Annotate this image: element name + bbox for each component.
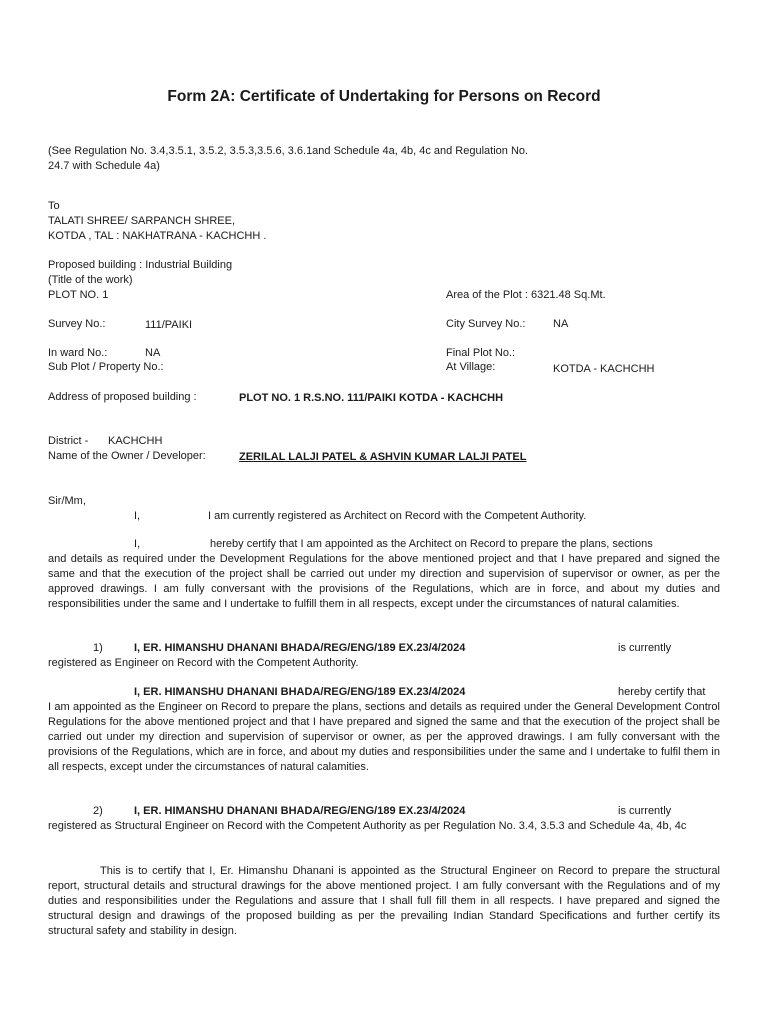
architect-i-2: I,	[134, 538, 141, 550]
address-value: PLOT NO. 1 R.S.NO. 111/PAIKI KOTDA - KACHCHH	[239, 392, 504, 404]
item-1-is-currently: is currently	[618, 642, 672, 654]
title-of-work: (Title of the work)	[48, 274, 133, 286]
owner-label: Name of the Owner / Developer:	[48, 450, 206, 462]
engineer-certify-paragraph: I am appointed as the Engineer on Record to prepare the plans, sections and details as required under the General Development Control Regulations for the above mentioned project and that I have prepared and signed the same and that the execution of the project shall be carried out under my direction and supervision of supervisor or owner, as per the approved drawings. I am fully conversant with the provisions of the Regulations, which are in force, and about my duties and responsibilities under the same and I undertake to fulfil them in all respects, except under the circumstances of natural calamities.	[48, 701, 720, 773]
form-title: Form 2A: Certificate of Undertaking for Persons on Record	[167, 88, 601, 105]
addressee-line1: TALATI SHREE/ SARPANCH SHREE,	[48, 215, 236, 227]
district-value: KACHCHH	[108, 435, 163, 447]
inward-label: In ward No.:	[48, 347, 108, 359]
district-label: District -	[48, 435, 89, 447]
village-label: At Village:	[446, 361, 496, 373]
village-value: KOTDA - KACHCHH	[553, 363, 655, 375]
item-1-number: 1)	[93, 642, 103, 654]
engineer-hereby-certify: hereby certify that	[618, 686, 706, 698]
structural-certify-paragraph: This is to certify that I, Er. Himanshu Dhanani is appointed as the Structural Engineer on Record to prepare the structural report, structural details and structural drawings for the above mentioned project. I am fully conversant with the Regulations and of my duties and responsibilities under the Regulations and assure that I shall full fill them in all respects. I have prepared and signed the structural design and drawings of the proposed building as per the prevailing Indian Standard Specifications and further certify its structural safety and stability in design.	[48, 865, 720, 937]
item-1-engineer-name: I, ER. HIMANSHU DHANANI BHADA/REG/ENG/189 EX.23/4/2024	[134, 642, 466, 654]
area-of-plot: Area of the Plot : 6321.48 Sq.Mt.	[446, 289, 606, 301]
city-survey-label: City Survey No.:	[446, 318, 526, 330]
salutation: Sir/Mm,	[48, 495, 86, 507]
owner-value: ZERILAL LALJI PATEL & ASHVIN KUMAR LALJI PATEL	[239, 451, 527, 463]
architect-certify-paragraph: and details as required under the Development Regulations for the above mentioned project and that I have prepared and signed the same and that the execution of the project shall be carried out under my direction and supervision of supervisor or owner, as per the approved drawings. I am fully conversant with the provisions of the Regulations, which are in force, and about my duties and responsibilities under the same and I undertake to fulfill them in all respects, except under the circumstances of natural calamities.	[48, 553, 720, 610]
item-2-is-currently: is currently	[618, 805, 672, 817]
addressee-line2: KOTDA , TAL : NAKHATRANA - KACHCHH .	[48, 230, 267, 242]
address-label: Address of proposed building :	[48, 391, 197, 403]
engineer-certify-name: I, ER. HIMANSHU DHANANI BHADA/REG/ENG/189 EX.23/4/2024	[134, 686, 466, 698]
item-2-number: 2)	[93, 805, 103, 817]
city-survey-value: NA	[553, 318, 569, 330]
survey-label: Survey No.:	[48, 318, 106, 330]
sub-plot-label: Sub Plot / Property No.:	[48, 361, 164, 373]
inward-value: NA	[145, 347, 161, 359]
architect-certify-first-line: hereby certify that I am appointed as the Architect on Record to prepare the plans, sections	[210, 538, 653, 550]
item-1-registered: registered as Engineer on Record with the Competent Authority.	[48, 657, 359, 669]
survey-value: 111/PAIKI	[145, 319, 193, 331]
architect-registered: I am currently registered as Architect on Record with the Competent Authority.	[208, 510, 587, 522]
item-2-registered: registered as Structural Engineer on Record with the Competent Authority as per Regulation No. 3.4, 3.5.3 and Schedule 4a, 4b, 4c	[48, 820, 687, 832]
architect-i: I,	[134, 510, 141, 522]
plot-number: PLOT NO. 1	[48, 289, 109, 301]
regulation-reference-line2: 24.7 with Schedule 4a)	[48, 160, 160, 172]
item-2-engineer-name: I, ER. HIMANSHU DHANANI BHADA/REG/ENG/189 EX.23/4/2024	[134, 805, 466, 817]
proposed-building: Proposed building : Industrial Building	[48, 259, 233, 271]
to-label: To	[48, 200, 60, 212]
regulation-reference-line1: (See Regulation No. 3.4,3.5.1, 3.5.2, 3.5.3,3.5.6, 3.6.1and Schedule 4a, 4b, 4c and Regulation No.	[48, 145, 529, 157]
final-plot-label: Final Plot No.:	[446, 347, 516, 359]
